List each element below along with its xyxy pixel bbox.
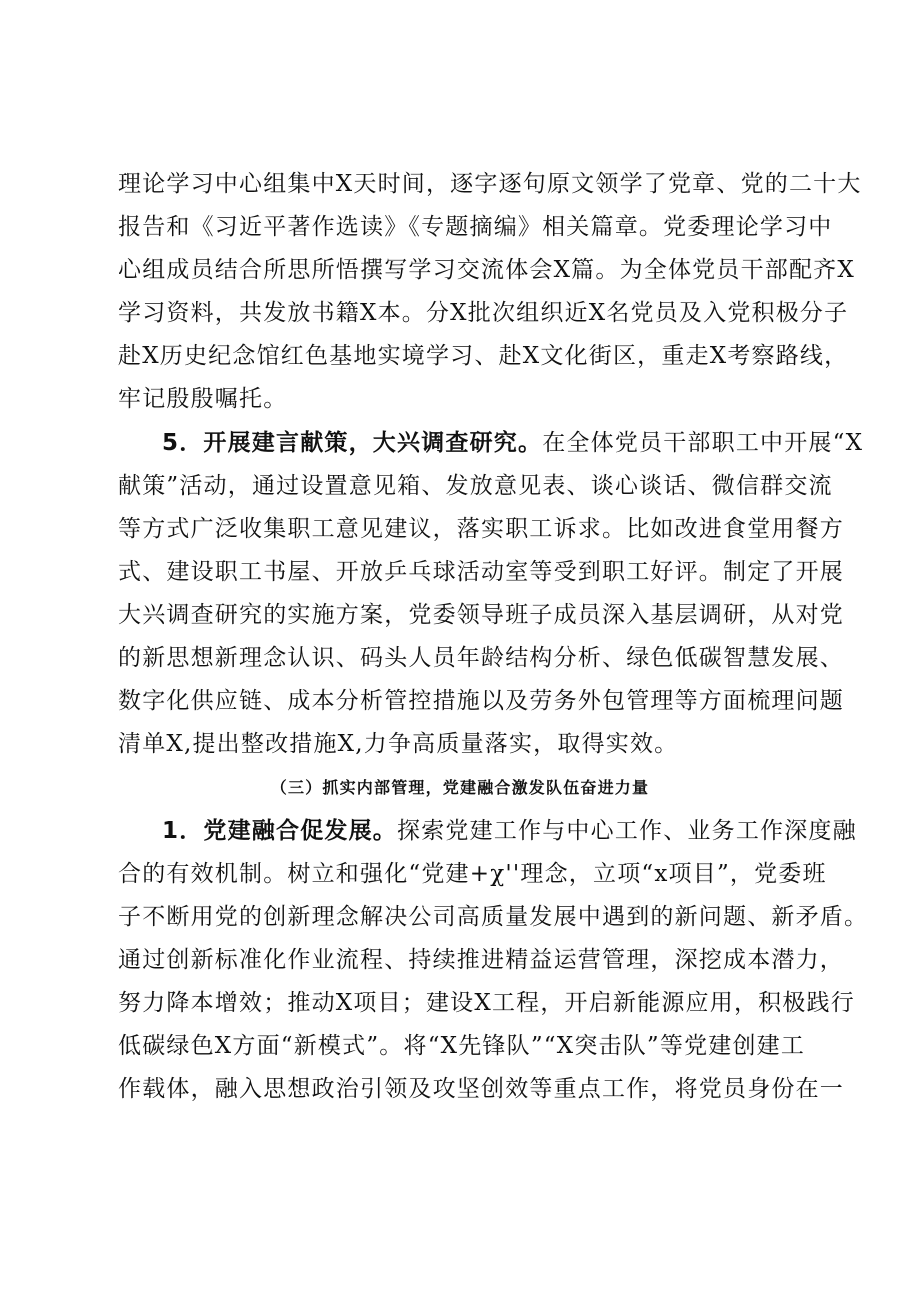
paragraph-line: 数字化供应链、成本分析管控措施以及劳务外包管理等方面梳理问题 bbox=[118, 688, 844, 714]
paragraph-line: 大兴调查研究的实施方案，党委领导班子成员深入基层调研，从对党 bbox=[118, 602, 844, 628]
paragraph-line: 子不断用党的创新理念解决公司高质量发展中遇到的新问题、新矛盾。 bbox=[118, 904, 869, 930]
paragraph-line: 理论学习中心组集中X天时间，逐字逐句原文领学了党章、党的二十大 bbox=[118, 171, 862, 197]
paragraph-line: 心组成员结合所思所悟撰写学习交流体会X篇。为全体党员干部配齐X bbox=[118, 257, 855, 283]
paragraph-line: 献策”活动，通过设置意见箱、发放意见表、谈心谈话、微信群交流 bbox=[118, 473, 833, 499]
paragraph-line: 式、建设职工书屋、开放乒乓球活动室等受到职工好评。制定了开展 bbox=[118, 559, 844, 585]
item-5-heading: 5．开展建言献策，大兴调查研究。 bbox=[162, 430, 543, 456]
paragraph-line: 通过创新标准化作业流程、持续推进精益运营管理，深挖成本潜力， bbox=[118, 947, 844, 973]
item-5-text: 在全体党员干部职工中开展“X bbox=[542, 430, 864, 456]
paragraph-line: 牢记殷殷嘱托。 bbox=[118, 386, 288, 412]
paragraph-line: 低碳绿色X方面“新模式”。将“X先锋队”“X突击队”等党建创建工 bbox=[118, 1033, 806, 1059]
paragraph-line: 的新思想新理念认识、码头人员年龄结构分析、绿色低碳智慧发展、 bbox=[118, 645, 844, 671]
paragraph-line: 报告和《习近平著作选读》《专题摘编》相关篇章。党委理论学习中 bbox=[118, 214, 833, 240]
item-1-heading: 1．党建融合促发展。 bbox=[162, 818, 398, 844]
item-1-first-line bbox=[162, 815, 857, 847]
paragraph-line: 赴X历史纪念馆红色基地实境学习、赴X文化街区，重走X考察路线， bbox=[118, 343, 849, 369]
item-1-text: 探索党建工作与中心工作、业务工作深度融 bbox=[397, 818, 857, 844]
paragraph-line: 清单X,提出整改措施X,力争高质量落实，取得实效。 bbox=[118, 731, 679, 757]
paragraph-line: 努力降本增效；推动X项目；建设X工程，开启新能源应用，积极践行 bbox=[118, 990, 855, 1016]
paragraph-line: 等方式广泛收集职工意见建议，落实职工诉求。比如改进食堂用餐方 bbox=[118, 516, 844, 542]
paragraph-line: 合的有效机制。树立和强化“党建+χ''理念，立项“x项目”，党委班 bbox=[118, 861, 827, 887]
paragraph-line: 作载体，融入思想政治引领及攻坚创效等重点工作，将党员身份在一 bbox=[118, 1076, 844, 1102]
section-title: （三）抓实内部管理，党建融合激发队伍奋进力量 bbox=[270, 778, 650, 797]
paragraph-line: 学习资料，共发放书籍X本。分X批次组织近X名党员及入党积极分子 bbox=[118, 300, 849, 326]
item-5-first-line bbox=[162, 427, 863, 459]
